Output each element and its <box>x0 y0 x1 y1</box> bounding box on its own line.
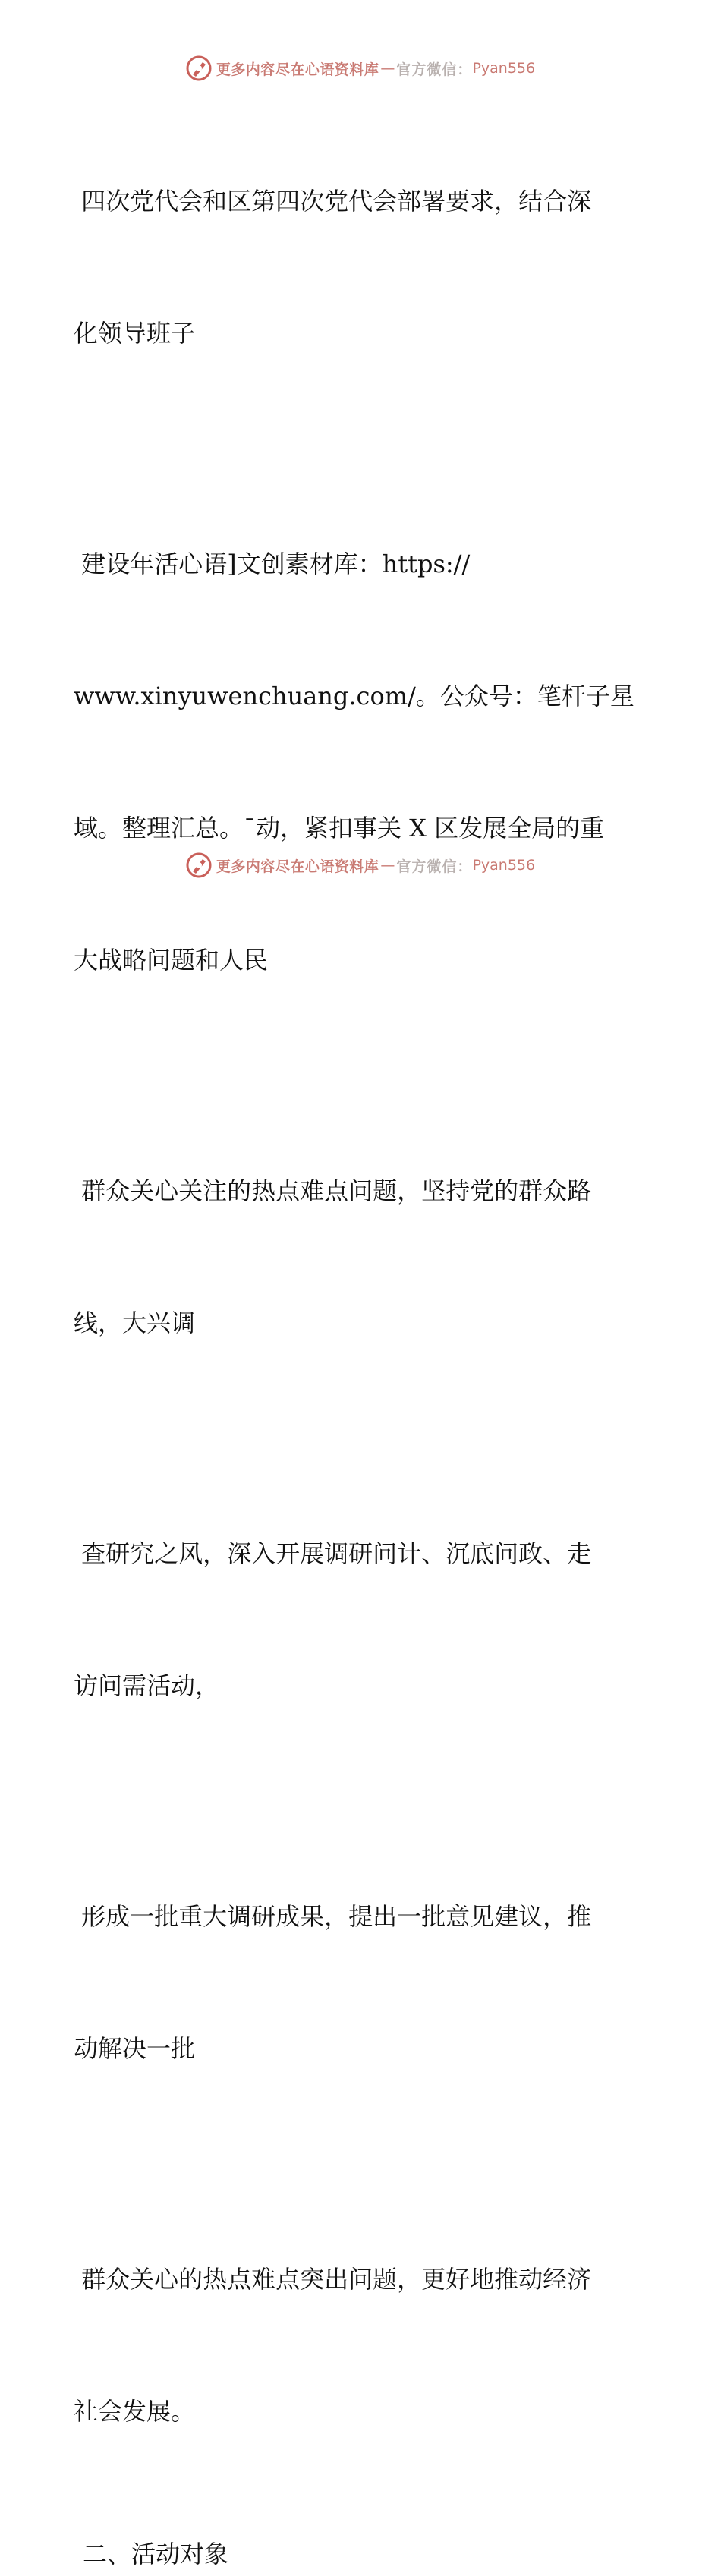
body-line: 群众关心关注的热点难点问题，坚持党的群众路 <box>74 1176 592 1205</box>
watermark-brand: 官方微信： <box>396 61 473 78</box>
watermark-account: Pyan556 <box>472 60 536 77</box>
watermark-text: 更多内容尽在心语资料库 <box>216 858 379 875</box>
paragraph-5 <box>74 1806 650 2159</box>
body-line: 建设年活心语]文创素材库：https:// <box>74 550 471 578</box>
pen-logo-icon <box>186 852 212 878</box>
body-line: 域。整理汇总。¯动，紧扣事关 X 区发展全局的重 <box>74 814 605 842</box>
paragraph-3 <box>74 1081 650 1433</box>
paragraph-1 <box>74 91 650 443</box>
body-line: 化领导班子 <box>74 319 196 348</box>
header-watermark <box>0 53 721 83</box>
paragraph-6 <box>74 2169 650 2521</box>
watermark-account: Pyan556 <box>472 857 536 874</box>
body-line: 访问需活动， <box>74 1671 220 1700</box>
paragraph-2 <box>74 454 650 1070</box>
paragraph-4 <box>74 1444 650 1796</box>
watermark-brand: 官方微信： <box>396 858 473 875</box>
document-body <box>74 91 650 2576</box>
watermark-text: 更多内容尽在心语资料库 <box>216 61 379 78</box>
watermark-dash: — <box>380 60 395 77</box>
body-line: 社会发展。 <box>74 2397 196 2426</box>
pen-logo-icon <box>186 55 212 81</box>
footer-watermark <box>0 850 721 880</box>
body-line: 形成一批重大调研成果，提出一批意见建议，推 <box>74 1902 592 1931</box>
body-line: 线，大兴调 <box>74 1308 196 1337</box>
body-line: 查研究之风，深入开展调研问计、沉底问政、走 <box>74 1539 592 1568</box>
watermark-dash: — <box>380 857 395 874</box>
body-line: 动解决一批 <box>74 2034 196 2063</box>
section-heading: 二、活动对象 <box>83 2540 229 2568</box>
body-line: 四次党代会和区第四次党代会部署要求，结合深 <box>74 187 592 216</box>
body-line: www.xinyuwenchuang.com/。公众号：笔杆子星 <box>74 682 634 710</box>
body-line: 群众关心的热点难点突出问题，更好地推动经济 <box>74 2265 592 2294</box>
body-line: 大战略问题和人民 <box>74 946 269 975</box>
